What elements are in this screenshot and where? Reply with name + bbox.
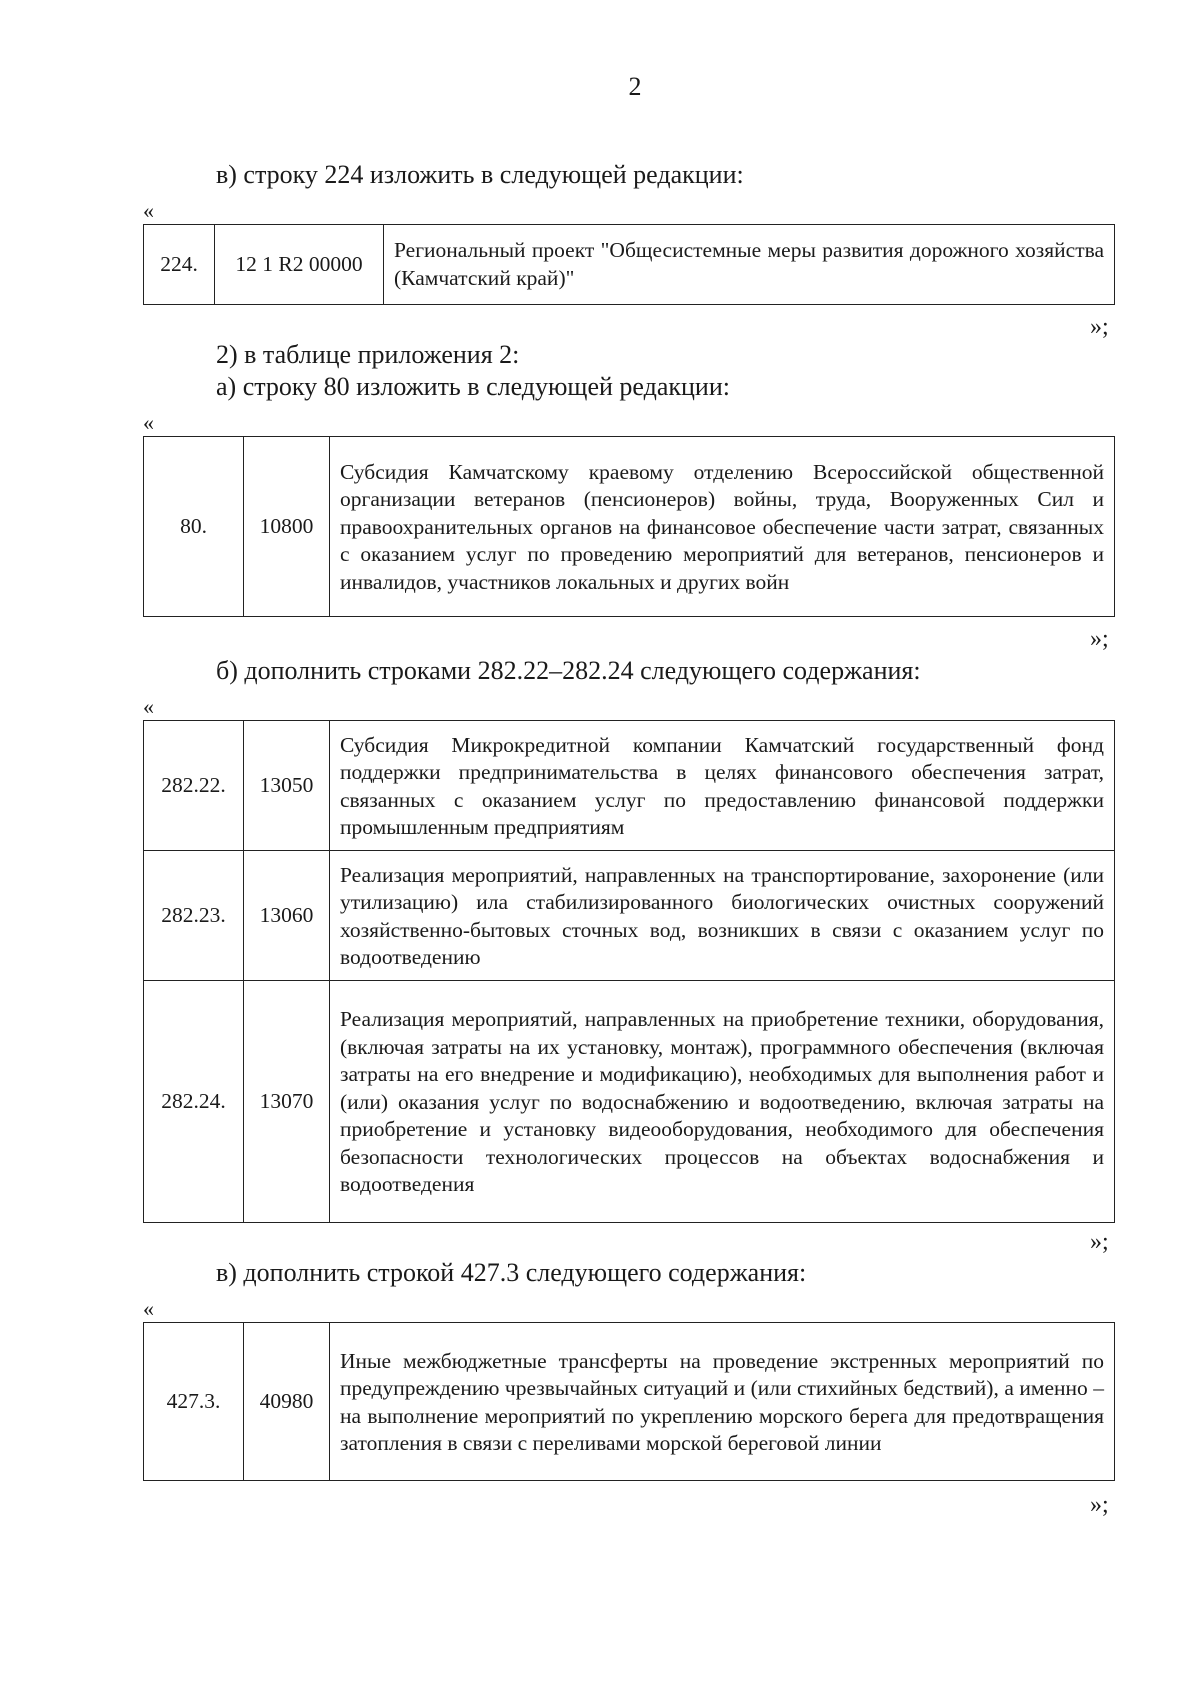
page-number: 2 [628, 72, 642, 101]
row-description: Региональный проект "Общесистемные меры развития дорожного хозяйства (Камчатский край)" [384, 225, 1115, 305]
close-quote: »; [1090, 1229, 1109, 1255]
table-row [144, 437, 1115, 617]
row-code: 12 1 R2 00000 [215, 225, 384, 305]
table-row [144, 225, 1115, 305]
row-number: 282.23. [144, 851, 244, 981]
table-row [144, 1323, 1115, 1481]
row-code: 40980 [244, 1323, 330, 1481]
open-quote: « [143, 410, 154, 435]
open-quote: « [143, 198, 154, 223]
close-quote: »; [1090, 314, 1109, 340]
row-description: Иные межбюджетные трансферты на проведение экстренных мероприятий по предупреждению чрезвычайных ситуаций и (или стихийных бедствий), а именно – на выполнение мероприятий по укреплению морского берега для предотвращения затопления в связи с переливами морской береговой линии [330, 1323, 1115, 1481]
row-number: 282.24. [144, 981, 244, 1223]
section-heading: 2) в таблице приложения 2: [216, 340, 520, 369]
row-code: 13050 [244, 721, 330, 851]
row-number: 80. [144, 437, 244, 617]
close-quote: »; [1090, 626, 1109, 652]
table-row [144, 721, 1115, 851]
row-description: Субсидия Камчатскому краевому отделению Всероссийской общественной организации ветеранов (пенсионеров) войны, труда, Вооруженных Сил и правоохранительных органов на финансовое обеспечение части затрат, связанных с оказанием услуг по проведению мероприятий для ветеранов, пенсионеров и инвалидов, участников локальных и других войн [330, 437, 1115, 617]
row-description: Реализация мероприятий, направленных на приобретение техники, оборудования, (включая затраты на их установку, монтаж), программного обеспечения (включая затраты на его внедрение и модификацию), необходимых для выполнения работ и (или) оказания услуг по водоснабжению и водоотведению, включая затраты на приобретение и установку видеооборудования, необходимого для обеспечения безопасности технологических процессов на объектах водоснабжения и водоотведения [330, 981, 1115, 1223]
amendment-table [143, 720, 1115, 1223]
row-number: 224. [144, 225, 215, 305]
table-row [144, 981, 1115, 1223]
amendment-table [143, 224, 1115, 305]
row-code: 13060 [244, 851, 330, 981]
section-heading: в) дополнить строкой 427.3 следующего содержания: [216, 1258, 807, 1287]
row-code: 10800 [244, 437, 330, 617]
amendment-table [143, 1322, 1115, 1481]
row-code: 13070 [244, 981, 330, 1223]
row-description: Реализация мероприятий, направленных на транспортирование, захоронение (или утилизацию) ила стабилизированного биологических очистных сооружений хозяйственно-бытовых сточных вод, возникших в связи с оказанием услуг по водоотведению [330, 851, 1115, 981]
section-heading: б) дополнить строками 282.22–282.24 следующего содержания: [216, 656, 921, 685]
open-quote: « [143, 694, 154, 719]
section-subheading: а) строку 80 изложить в следующей редакции: [216, 372, 730, 401]
row-description: Субсидия Микрокредитной компании Камчатский государственный фонд поддержки предпринимательства в целях финансового обеспечения затрат, связанных с оказанием услуг по предоставлению финансовой поддержки промышленным предприятиям [330, 721, 1115, 851]
row-number: 282.22. [144, 721, 244, 851]
open-quote: « [143, 1296, 154, 1321]
amendment-table [143, 436, 1115, 617]
section-heading: в) строку 224 изложить в следующей редакции: [216, 160, 744, 189]
table-row [144, 851, 1115, 981]
close-quote: »; [1090, 1492, 1109, 1518]
row-number: 427.3. [144, 1323, 244, 1481]
